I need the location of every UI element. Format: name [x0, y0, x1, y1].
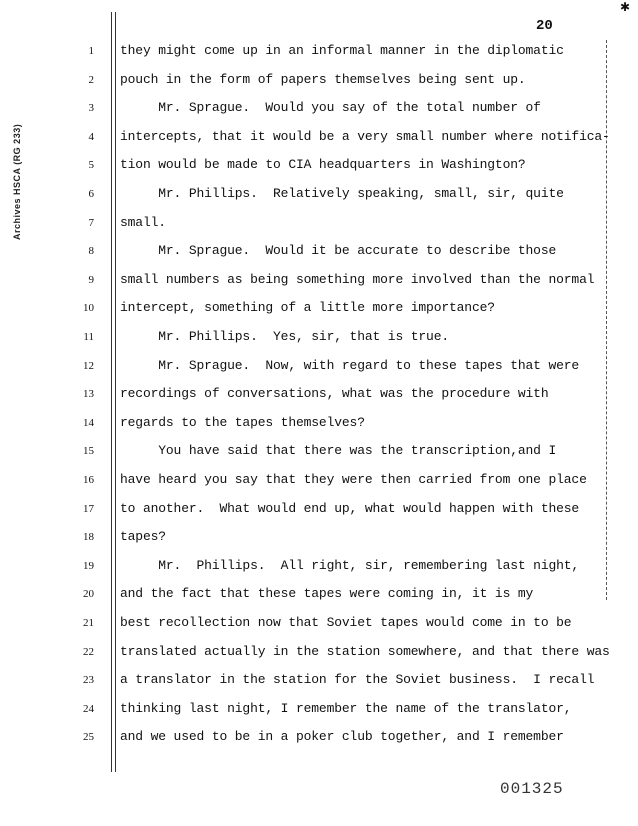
transcript-line	[0, 215, 638, 235]
line-text: pouch in the form of papers themselves being sent up.	[120, 71, 526, 87]
line-text: tapes?	[120, 529, 166, 545]
transcript-line	[0, 386, 638, 406]
line-number: 6	[88, 188, 94, 200]
transcript-line	[0, 272, 638, 292]
line-text: and the fact that these tapes were coming in, it is my	[120, 586, 534, 602]
line-number: 14	[83, 416, 94, 429]
line-text: Mr. Phillips. Relatively speaking, small, sir, quite	[120, 186, 564, 201]
line-text: to another. What would end up, what would happen with these	[120, 500, 580, 516]
line-number: 4	[88, 130, 94, 143]
transcript-line	[0, 729, 638, 749]
line-number: 11	[83, 331, 94, 343]
line-text: and we used to be in a poker club together, and I remember	[120, 729, 564, 745]
line-text: You have said that there was the transcription,and I	[120, 443, 557, 459]
line-text: have heard you say that they were then carried from one place	[120, 472, 587, 487]
line-number: 8	[88, 245, 94, 258]
line-text: recordings of conversations, what was the procedure with	[120, 386, 549, 402]
transcript-line	[0, 558, 638, 578]
transcript-line	[0, 72, 638, 92]
corner-mark-icon: ✱	[620, 0, 631, 14]
line-text: they might come up in an informal manner in the diplomatic	[120, 43, 564, 58]
transcript-line	[0, 157, 638, 177]
line-text: Mr. Sprague. Now, with regard to these tapes that were	[120, 357, 580, 373]
line-number: 20	[83, 588, 94, 601]
transcript-line	[0, 701, 638, 721]
transcript-line	[0, 358, 638, 378]
line-number: 25	[83, 731, 94, 744]
line-number: 12	[83, 359, 94, 372]
transcript-line	[0, 415, 638, 435]
line-number: 19	[83, 559, 94, 572]
line-text: Mr. Sprague. Would you say of the total number of	[120, 100, 541, 116]
line-number: 17	[83, 502, 94, 515]
line-text: tion would be made to CIA headquarters in Washington?	[120, 157, 526, 173]
line-text: thinking last night, I remember the name of the translator,	[120, 700, 572, 716]
line-text: translated actually in the station somewhere, and that there was	[120, 643, 610, 659]
line-number: 5	[88, 159, 94, 172]
line-number: 15	[83, 445, 94, 458]
transcript-line	[0, 529, 638, 549]
line-text: Mr. Sprague. Would it be accurate to describe those	[120, 243, 557, 259]
archive-stamp: Archives HSCA (RG 233)	[12, 123, 22, 240]
transcript-line	[0, 615, 638, 635]
line-number: 22	[83, 645, 94, 658]
line-text: regards to the tapes themselves?	[120, 414, 365, 430]
transcript-line	[0, 329, 638, 349]
line-number: 2	[88, 73, 94, 86]
line-number: 3	[88, 102, 94, 115]
line-text: a translator in the station for the Soviet business. I recall	[120, 672, 595, 688]
line-text: intercept, something of a little more importance?	[120, 300, 495, 316]
document-id: 001325	[500, 780, 564, 798]
line-number: 18	[83, 531, 94, 544]
line-number: 1	[88, 45, 94, 57]
transcript-line	[0, 300, 638, 320]
line-number: 9	[88, 273, 94, 286]
transcript-line	[0, 243, 638, 263]
line-text: best recollection now that Soviet tapes would come in to be	[120, 615, 572, 630]
transcript-line	[0, 586, 638, 606]
line-text: Mr. Phillips. Yes, sir, that is true.	[120, 329, 450, 344]
line-number: 24	[83, 702, 94, 715]
line-text: Mr. Phillips. All right, sir, remembering last night,	[120, 557, 580, 573]
transcript-line	[0, 443, 638, 463]
line-number: 23	[83, 674, 94, 687]
line-number: 10	[83, 302, 94, 315]
transcript-line	[0, 672, 638, 692]
line-text: small.	[120, 214, 166, 230]
transcript-line	[0, 100, 638, 120]
line-number: 13	[83, 388, 94, 401]
transcript-line	[0, 186, 638, 206]
line-number: 7	[88, 216, 94, 229]
transcript-line	[0, 501, 638, 521]
line-text: small numbers as being something more involved than the normal	[120, 271, 595, 287]
transcript-line	[0, 472, 638, 492]
transcript-line	[0, 129, 638, 149]
line-text: intercepts, that it would be a very small number where notifica-	[120, 128, 610, 144]
page-number: 20	[536, 18, 553, 34]
line-number: 16	[83, 474, 94, 486]
transcript-line	[0, 43, 638, 63]
line-number: 21	[83, 617, 94, 629]
transcript-line	[0, 644, 638, 664]
